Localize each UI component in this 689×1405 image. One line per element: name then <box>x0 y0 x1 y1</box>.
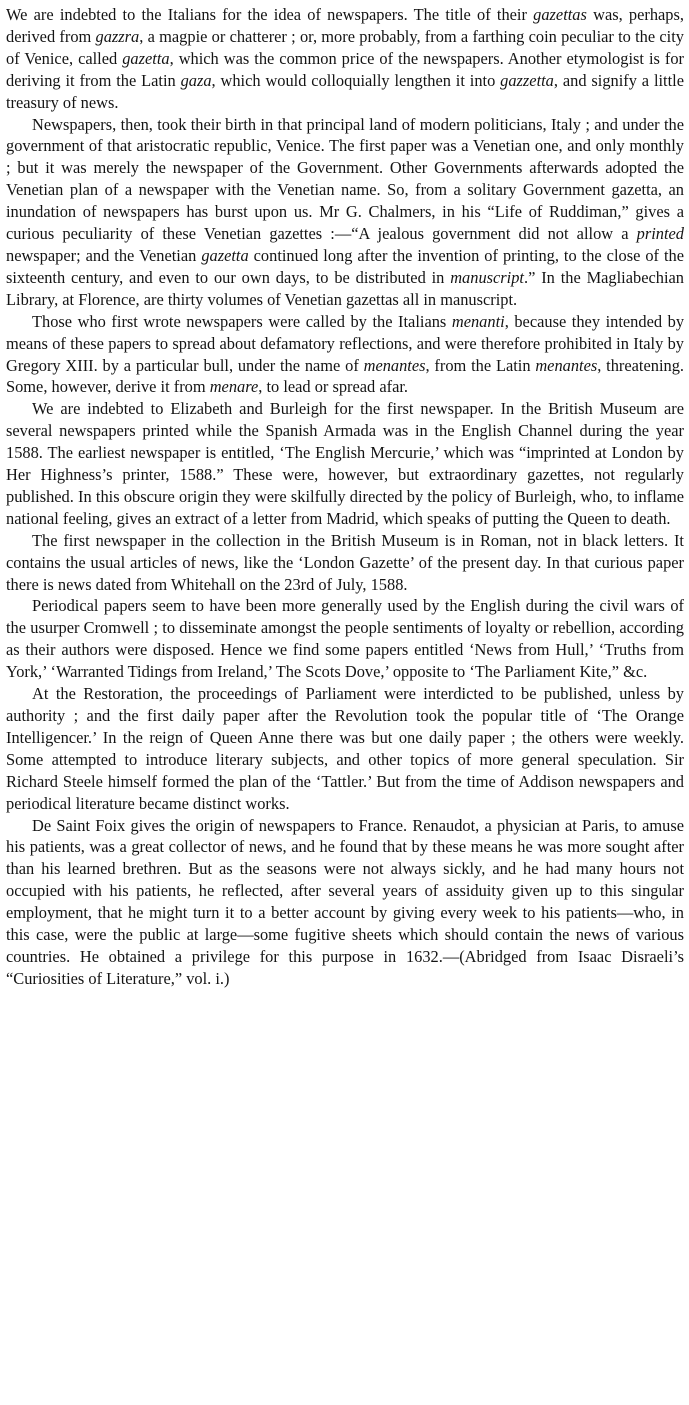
text-run: Newspapers, then, took their birth in that principal land of modern politicians, Italy ; and under the government of that aristocratic republic, Venice. The first paper was a Venetian one, and only monthly ; but it was merely the newspaper of the Government. Other Governments afterwards adopted the Venetian plan of a newspaper with the Venetian name. So, from a solitary Government gazetta, an inundation of newspapers has burst upon us. Mr G. Chalmers, in his “Life of Ruddiman,” gives a curious peculiarity of these Venetian gazettes :—“A jealous government did not allow a <box>6 114 684 244</box>
text-run: We are indebted to the Italians for the idea of newspapers. The title of their <box>6 5 534 24</box>
text-run: Those who first wrote newspapers were called by the Italians <box>32 311 452 331</box>
italic-text: gazetta <box>122 48 170 68</box>
italic-text: gazetta <box>201 245 249 265</box>
paragraph-3 <box>6 311 684 399</box>
italic-text: printed <box>636 224 684 244</box>
text-run: The first newspaper in the collection in the British Museum is in Roman, not in black letters. It contains the usual articles of news, like the ‘London Gazette’ of the present day. In that curious paper there is news dated from Whitehall on the 23rd of July, 1588. <box>6 530 684 594</box>
paragraph-5 <box>6 530 684 596</box>
text-run: , threatening. Some, however, derive it from <box>6 355 684 397</box>
italic-text: manuscript <box>450 267 524 287</box>
text-run: newspaper; and the Venetian <box>6 245 202 265</box>
text-run: , from the Latin <box>425 355 536 375</box>
italic-text: gazzra <box>95 26 140 46</box>
paragraph-1 <box>6 4 684 114</box>
paragraph-8 <box>6 815 684 990</box>
italic-text: menanti <box>451 311 505 331</box>
text-run: , which would colloquially lengthen it into <box>211 70 501 90</box>
italic-text: menare <box>209 377 259 397</box>
italic-text: gazzetta <box>500 70 554 90</box>
text-run: continued long after the invention of printing, to the close of the sixteenth century, and even to our own days, to be distributed in <box>6 245 684 287</box>
text-run: , because they intended by means of these papers to spread about defamatory reflections, and were therefore prohibited in Italy by Gregory XIII. by a particular bull, under the name of <box>6 311 685 375</box>
paragraph-6 <box>6 595 684 683</box>
text-run: , to lead or spread afar. <box>258 377 409 397</box>
text-run: At the Restoration, the proceedings of Parliament were interdicted to be published, unless by authority ; and the first daily paper after the Revolution took the popular title of ‘The Orange Intelligencer.’ In the reign of Queen Anne there was but one daily paper ; the others were weekly. Some attempted to introduce literary subjects, and other topics of more general speculation. Sir Richard Steele himself formed the plan of the ‘Tattler.’ But from the time of Addison newspapers and periodical literature became distinct works. <box>6 684 684 813</box>
italic-text: menantes <box>535 355 598 375</box>
text-run: De Saint Foix gives the origin of newspapers to France. Renaudot, a physician at Paris, to amuse his patients, was a great collector of news, and he found that by these means he was more sought after than his learned brethren. But as the seasons were not always sickly, and he had many hours not occupied with his patients, he reflected, after several years of assiduity given up to this singular employment, that he might turn it to a better account by giving every week to his patients—who, in this case, were the public at large—some fugitive sheets which should contain the news of various countries. He obtained a privilege for this purpose in 1632.—(Abridged from Isaac Disraeli’s “Curiosities of Literature,” vol. i.) <box>6 815 684 988</box>
paragraph-2 <box>6 114 684 311</box>
italic-text: gaza <box>180 70 212 90</box>
text-run: Periodical papers seem to have been more generally used by the English during the civil wars of the usurper Cromwell ; to disseminate amongst the people sentiments of loyalty or rebellion, according as their authors were disposed. Hence we find some papers entitled ‘News from Hull,’ ‘Truths from York,’ ‘Warranted Tidings from Ireland,’ The Scots Dove,’ opposite to ‘The Parliament Kite,” &c. <box>6 596 684 682</box>
italic-text: menantes <box>363 355 426 375</box>
article-body <box>6 4 684 990</box>
text-run: .” In the Magliabechian Library, at Florence, are thirty volumes of Venetian gazettas all in manuscript. <box>6 267 684 309</box>
text-run: was, perhaps, derived from <box>6 5 684 46</box>
text-run: , a magpie or chatterer ; or, more probably, from a farthing coin peculiar to the city of Venice, called <box>6 26 684 68</box>
text-run: , which was the common price of the newspapers. Another etymologist is for deriving it from the Latin <box>6 48 684 90</box>
text-run: We are indebted to Elizabeth and Burleigh for the first newspaper. In the British Museum are several newspapers printed while the Spanish Armada was in the English Channel during the year 1588. The earliest newspaper is entitled, ‘The English Mercurie,’ which was “imprinted at London by Her Highness’s printer, 1588.” These were, however, but extraordinary gazettes, not regularly published. In this obscure origin they were skilfully directed by the policy of Burleigh, who, to inflame national feeling, gives an extract of a letter from Madrid, which speaks of putting the Queen to death. <box>6 399 684 528</box>
italic-text: gazettas <box>533 5 587 24</box>
paragraph-4 <box>6 398 684 529</box>
text-run: , and signify a little treasury of news. <box>6 70 684 112</box>
paragraph-7 <box>6 683 684 814</box>
